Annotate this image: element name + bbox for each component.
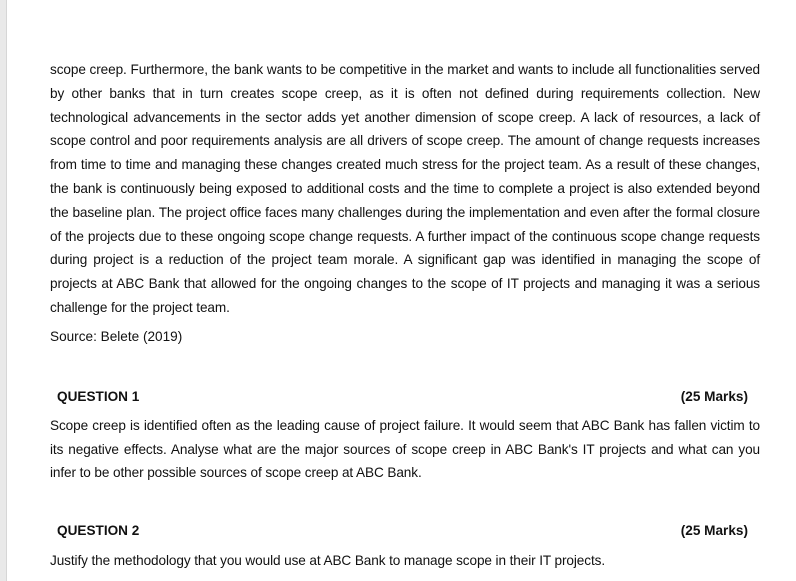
- question-2-marks: (25 Marks): [680, 523, 748, 539]
- question-2-text: Justify the methodology that you would use at ABC Bank to manage scope in their IT projects.: [50, 553, 606, 569]
- question-2-header: [50, 523, 760, 538]
- question-2-title: QUESTION 2: [57, 523, 140, 539]
- question-1-title: QUESTION 1: [57, 388, 140, 404]
- question-1-header: [50, 389, 760, 404]
- source-citation: Source: Belete (2019): [50, 328, 183, 344]
- page-left-edge: [0, 0, 7, 581]
- question-1-text: Scope creep is identified often as the leading cause of project failure. It would seem that ABC Bank has fallen victim to its negative effects. Analyse what are the major sources of scope creep in ABC Bank's IT projects and what can you infer to be other possible sources of scope creep at ABC Bank.: [50, 417, 760, 481]
- question-1-marks: (25 Marks): [680, 388, 748, 404]
- case-study-paragraph: scope creep. Furthermore, the bank wants to be competitive in the market and wants to include all functionalities served by other banks that in turn creates scope creep, as it is often not defined during requirements collection. New technological advancements in the sector adds yet another dimension of scope creep. A lack of resources, a lack of scope control and poor requirements analysis are all drivers of scope creep. The amount of change requests increases from time to time and managing these changes created much stress for the project team. As a result of these changes, the bank is continuously being exposed to additional costs and the time to complete a project is also extended beyond the baseline plan. The project office faces many challenges during the implementation and even after the formal closure of the projects due to these ongoing scope change requests. A further impact of the continuous scope change requests during project is a reduction of the project team morale. A significant gap was identified in managing the scope of projects at ABC Bank that allowed for the ongoing changes to the scope of IT projects and managing it was a serious challenge for the project team.: [50, 62, 760, 315]
- document-page: [50, 58, 760, 573]
